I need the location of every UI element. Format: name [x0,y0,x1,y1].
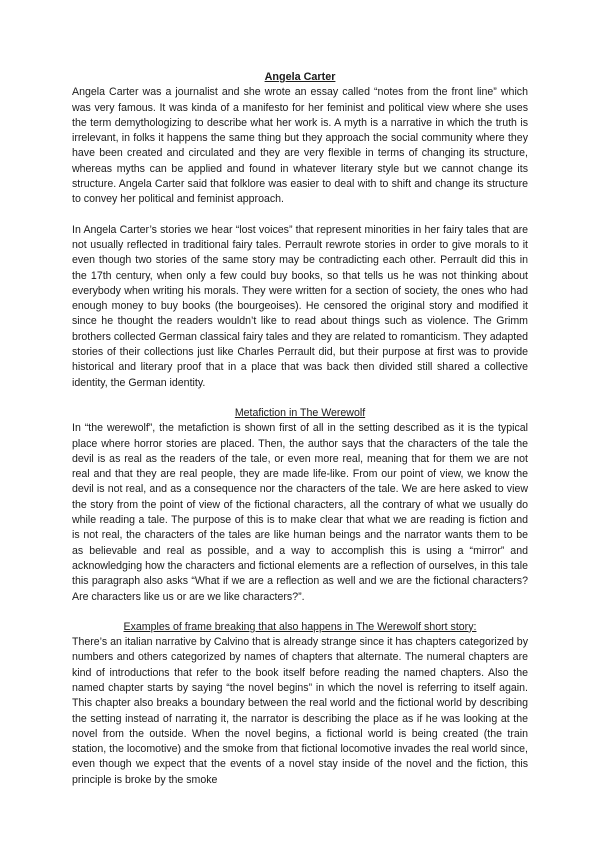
document-title: Angela Carter [264,71,336,83]
paragraph-spacer [72,605,528,620]
paragraph-2: In Angela Carter’s stories we hear “lost voices” that represent minorities in her fairy tales that are not usually reflected in traditional fairy tales. Perrault rewrote stories in order to give morals to it even though two stories of the same story may be contradicting each other. Perrault did this in the 17th century, when only a few could buy books, so that tells us he was not thinking about everybody when writing his morals. They were written for a section of society, the ones who had enough money to buy books (the bourgeoises). He censored the original story and modified it since he thought the readers wouldn’t like to read about things such as violence. The Grimm brothers collected German classical fairy tales and they are related to romanticism. They adapted stories of their collections just like Charles Perrault did, but their purpose at first was to provide historical and literary proof that in a place that was back then divided still shared a collective identity, the German identity. [72,223,528,389]
section-frame-breaking-text: There’s an italian narrative by Calvino that is already strange since it has chapters categorized by numbers and others categorized by names of chapters that alternate. The numeral chapters are kind of introductions that refer to the book itself before reading the named chapters. Also the named chapter starts by saying “the novel begins” in which the novel is referring to itself again. This chapter also breaks a boundary between the real world and the fictional world by describing the setting instead of narrating it, the narrator is describing the place as if he was looking at the novel from the outside. When the novel begins, a fictional world is being created (the train station, the locomotive) and the smoke from that fictional locomotive invades the real world since, even though we expect that the events of a novel stay inside of the novel and the fiction, this principle is broke by the smoke [72,636,528,786]
paragraph-spacer [72,208,528,223]
section-heading-frame-breaking: Examples of frame breaking that also happens in The Werewolf short story: [123,620,477,633]
section-heading-metafiction: Metafiction in The Werewolf [234,406,366,419]
paragraph-spacer [72,391,528,406]
paragraph-1: Angela Carter was a journalist and she wrote an essay called “notes from the front line” which was very famous. It was kinda of a manifesto for her feminist and political view where she uses the term demythologizing to describe what her work is. A myth is a narrative in which the truth is irrelevant, in folks it happens the same thing but they approach the social community where they have been created and circulated and they are very flexible in terms of changing its structure, whereas myths can be applied and found in whatever literary style but we cannot change its structure. Angela Carter said that folklore was easier to deal with to shift and change its structure to convey her political and feminist approach. [72,86,528,206]
document-page [72,70,528,788]
section-metafiction-text: In “the werewolf”, the metafiction is shown first of all in the setting described as it is the typical place where horror stories are placed. Then, the author says that the characters of the tale the devil is as real as the readers of the tale, or even more real, meaning that for them we are not real and that they are real people, they are made life-like. From our point of view, we know the devil is not real, and as a consequence nor the characters of the tale. We are here asked to view the story from the point of view of the fictional characters, all the contrary of what we usually do while reading a tale. The purpose of this is to make clear that what we are reading is fiction and is not real, the characters of the tales are like human beings and the narrator wants them to be as believable and real as possible, and a way to accomplish this is using a “mirror” and acknowledging how the characters and fictional elements are a reflection of ourselves, in this tale this paragraph also asks “What if we are a reflection as well and we are the fictional characters? Are characters like us or are we like characters?”. [72,422,528,603]
